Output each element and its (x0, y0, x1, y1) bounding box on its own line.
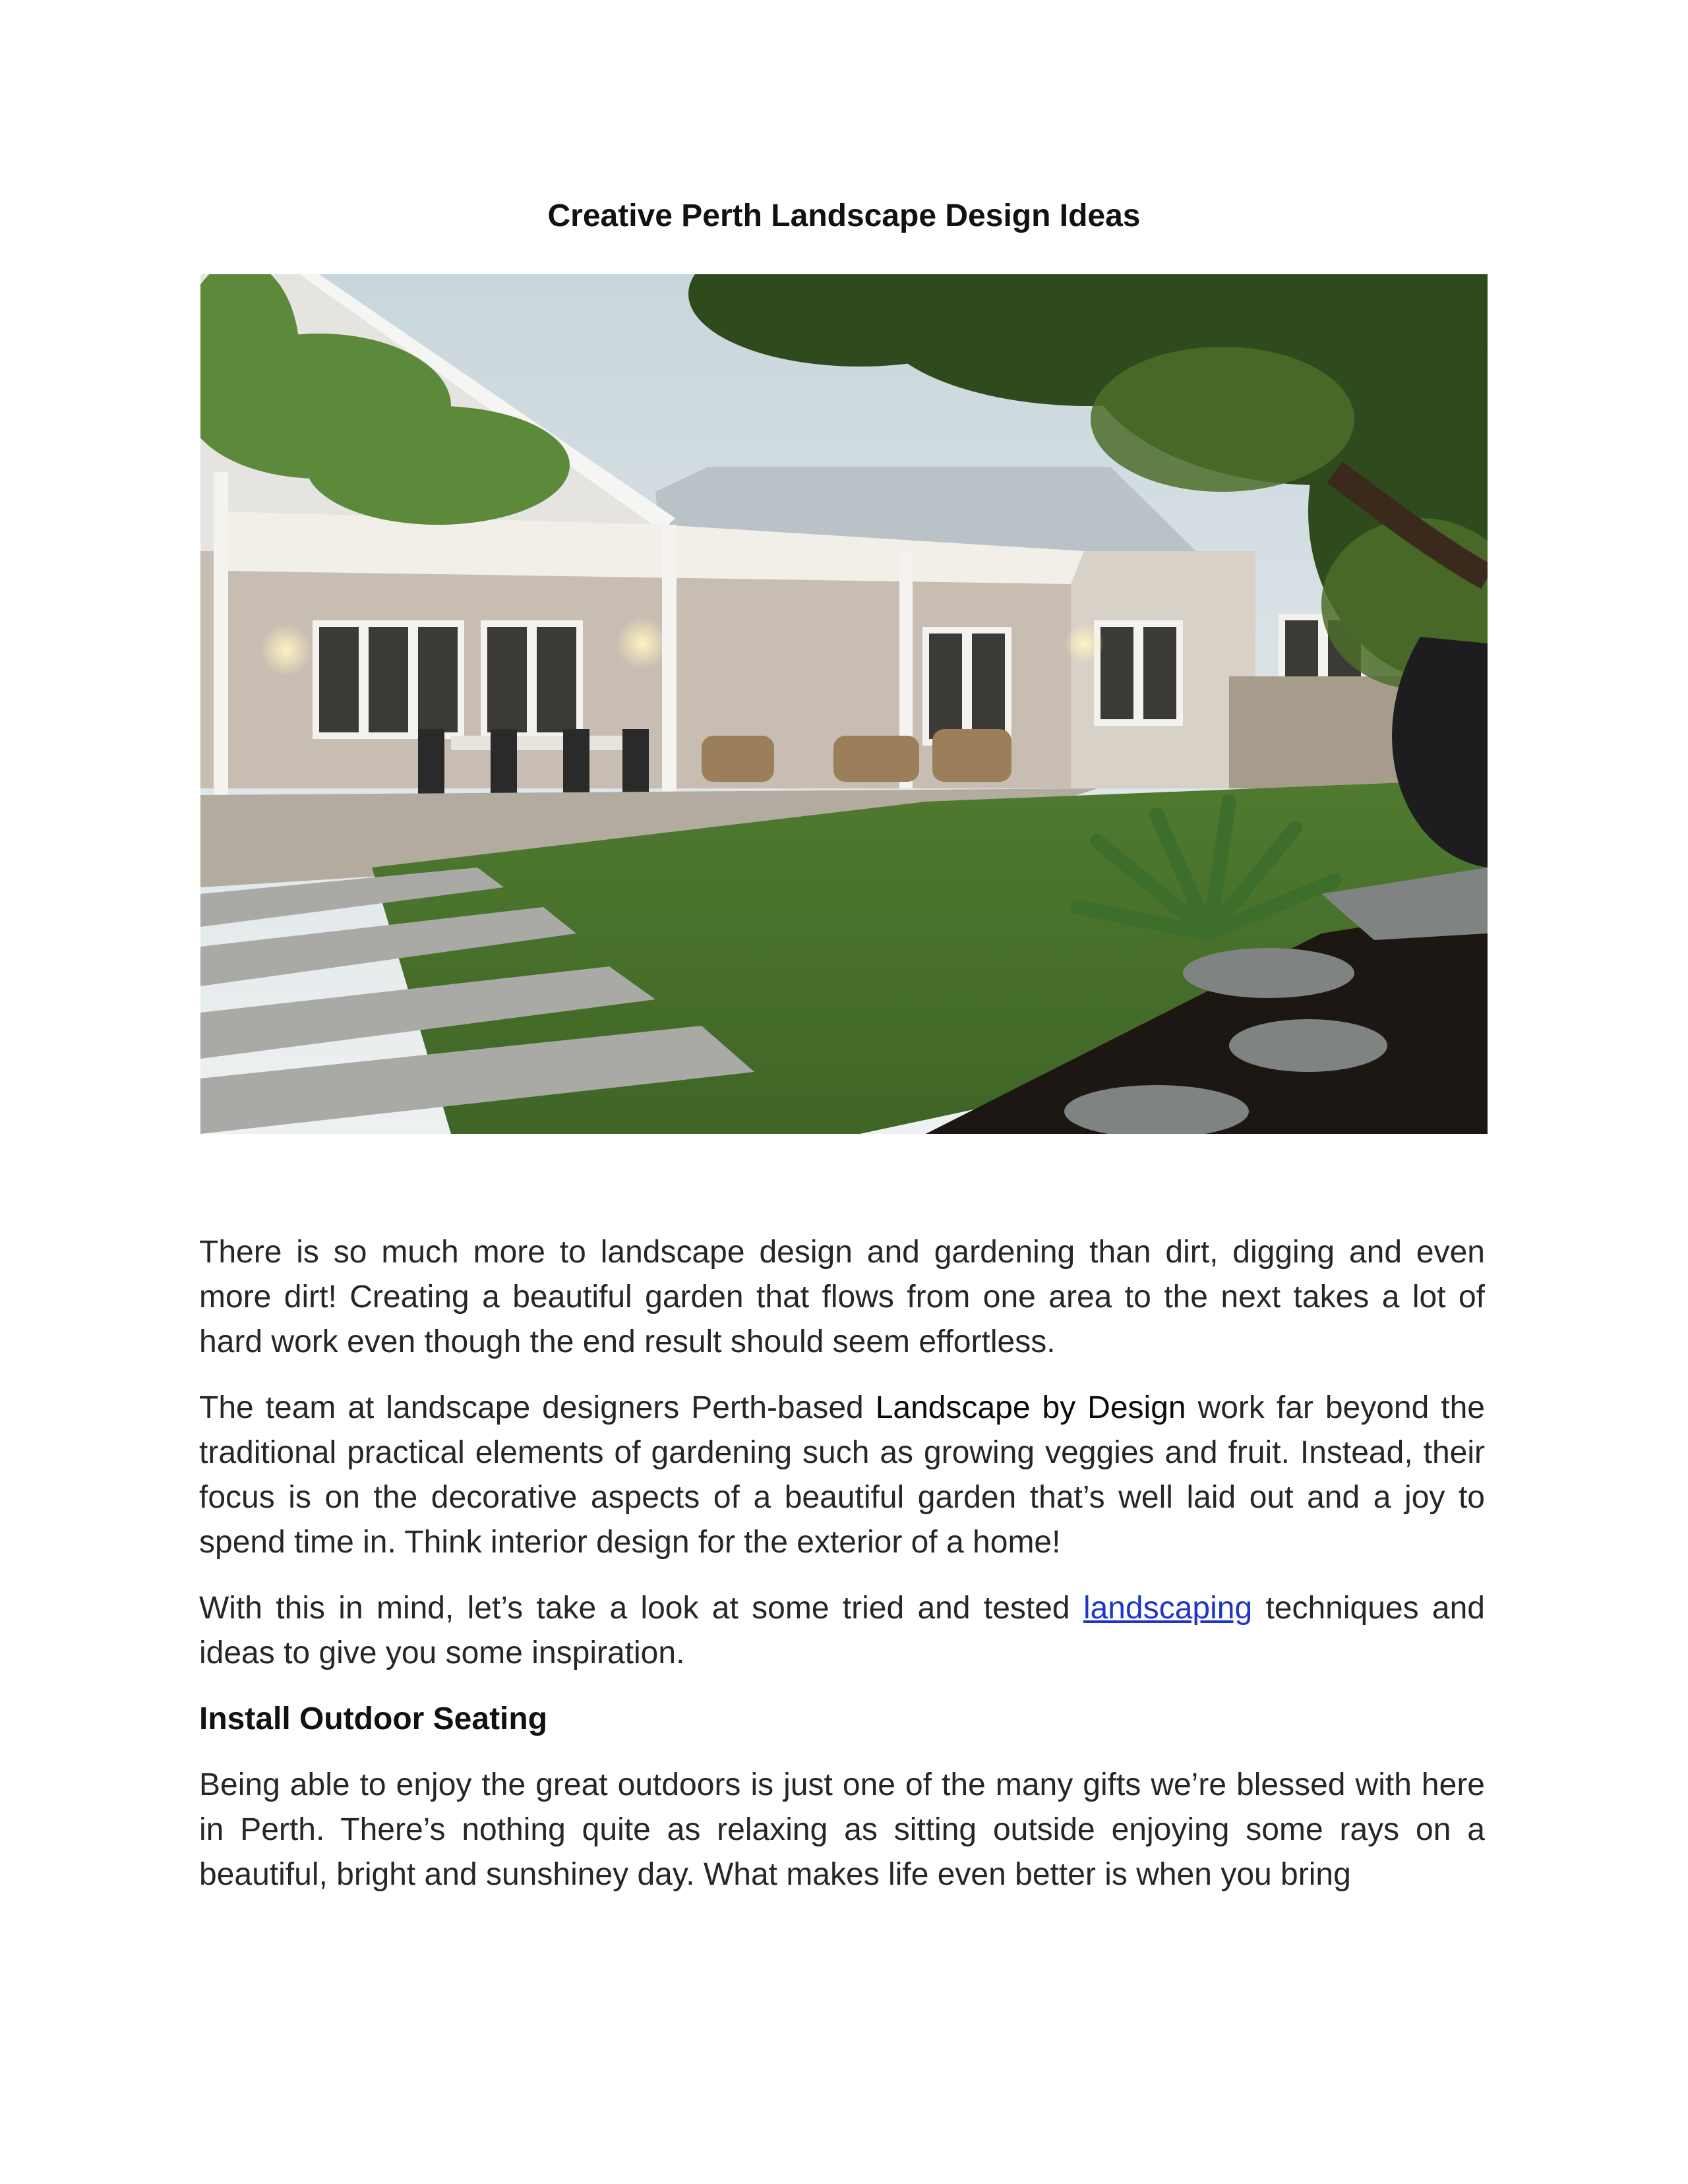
paragraph-team-text-start: The team at landscape designers Perth-based (199, 1390, 876, 1425)
hero-image (200, 274, 1488, 1134)
paragraph-team-text-end: work far beyond the traditional practical elements of gardening such as growing veggies and fruit. Instead, their focus is on the decorative aspects of a beautiful garden that’s well laid out and a joy to spend time in. Think interior design for the exterior of a home! (199, 1390, 1486, 1560)
paragraph-outdoor-seating: Being able to enjoy the great outdoors is just one of the many gifts we’re blessed with here in Perth. There’s nothing quite as relaxing as sitting outside enjoying some rays on a beautiful, bright and sunshiney day. What makes life even better is when you bring (199, 1767, 1485, 1892)
paragraph-inspiration-text-end: techniques and ideas to give you some inspiration. (199, 1591, 1485, 1670)
article-body (199, 1230, 1485, 1918)
paragraph-team (199, 1386, 1485, 1565)
landscaping-link[interactable]: landscaping (1083, 1591, 1253, 1626)
garden-photo-icon (200, 274, 1488, 1134)
page-title: Creative Perth Landscape Design Ideas (547, 198, 1141, 233)
paragraph-intro: There is so much more to landscape design and gardening than dirt, digging and even more dirt! Creating a beautiful garden that flows from one area to the next takes a lot of hard work even though the end result should seem effortless. (199, 1235, 1485, 1359)
section-heading-outdoor-seating: Install Outdoor Seating (199, 1701, 548, 1736)
brand-name: Landscape by Design (875, 1390, 1186, 1425)
paragraph-inspiration-text-start: With this in mind, let’s take a look at some tried and tested (199, 1591, 1083, 1626)
paragraph-inspiration (199, 1586, 1485, 1676)
